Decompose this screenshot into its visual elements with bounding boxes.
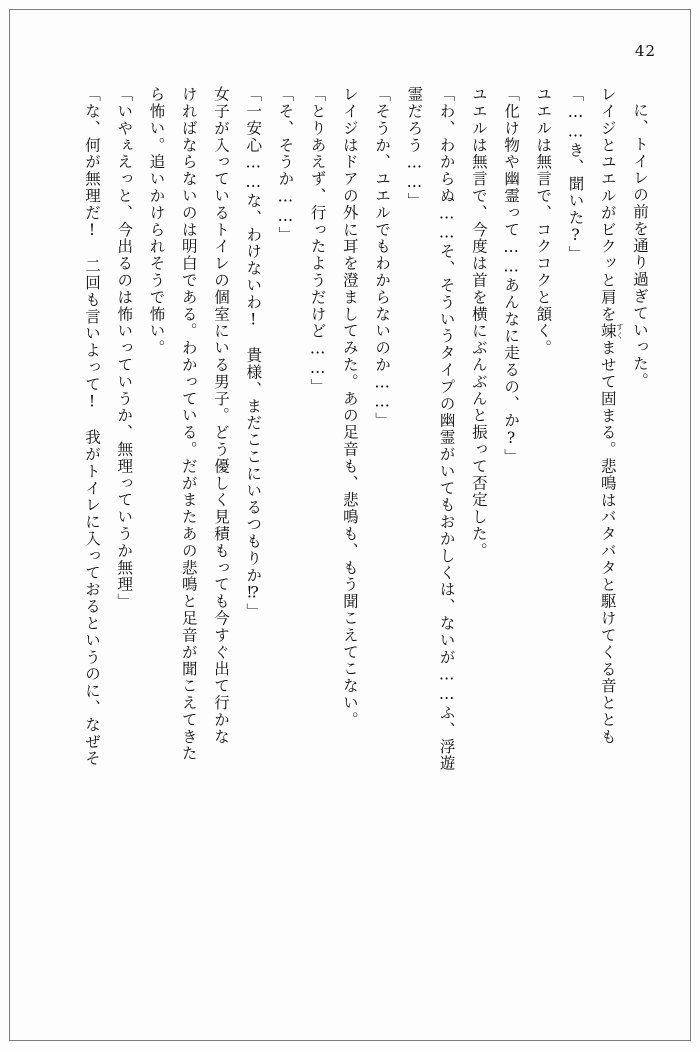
paragraph: ら怖い。追いかけられそうで怖い。 (147, 86, 166, 357)
ruby-text: すく (615, 322, 625, 340)
paragraph: 「化け物や幽霊って……あんなに走るの、か?」 (502, 86, 521, 466)
paragraph: ユエルは無言で、コクコクと頷く。 (534, 86, 553, 357)
novel-text-body (44, 86, 656, 1002)
paragraph: に、トイレの前を通り過ぎていった。 (631, 101, 649, 389)
paragraph: 「とりあえず、行ったようだけど……」 (308, 86, 327, 396)
paragraph-text-part: レイジとユエルがビクッと肩を (598, 86, 617, 323)
paragraph: 「な、何が無理だ! 二回も言いよって! 我がトイレに入っておるというのに、なぜそ (83, 86, 102, 767)
paragraph: 「そうか、ユエルでもわからないのか……」 (373, 86, 392, 429)
ruby-annotation: 竦すく (598, 322, 625, 340)
paragraph (592, 86, 624, 1002)
paragraph: 「そ、そうか……」 (276, 86, 295, 244)
page-number: 42 (634, 42, 656, 60)
paragraph: 霊だろう……」 (405, 86, 424, 210)
paragraph: 「わ、わからぬ……そ、そういうタイプの幽霊がいてもおかしくは、ないが……ふ、浮遊 (437, 86, 456, 772)
paragraph: レイジはドアの外に耳を澄ましてみた。あの足音も、悲鳴も、もう聞こえてこない。 (340, 86, 359, 729)
paragraph: 「一安心……な、わけないわ! 貴様、まだここにいるつもりか⁉」 (244, 86, 263, 620)
paragraph: ユエルは無言で、今度は首を横にぶんぶんと振って否定した。 (469, 86, 488, 560)
paragraph: 「……き、聞いた?」 (566, 86, 585, 263)
paragraph: 「いやぇえっと、今出るのは怖いっていうか、無理っていうか無理」 (115, 86, 134, 610)
paragraph: ければならないのは明白である。わかっている。だがまたあの悲鳴と足音が聞こえてきた (179, 86, 198, 762)
paragraph-text-part: ませて固まる。悲鳴はバタバタと駆けてくる音ととも (598, 339, 617, 746)
paragraph: 女子が入っているトイレの個室にいる男子。どう優しく見積もっても今すぐ出て行かな (211, 86, 230, 746)
